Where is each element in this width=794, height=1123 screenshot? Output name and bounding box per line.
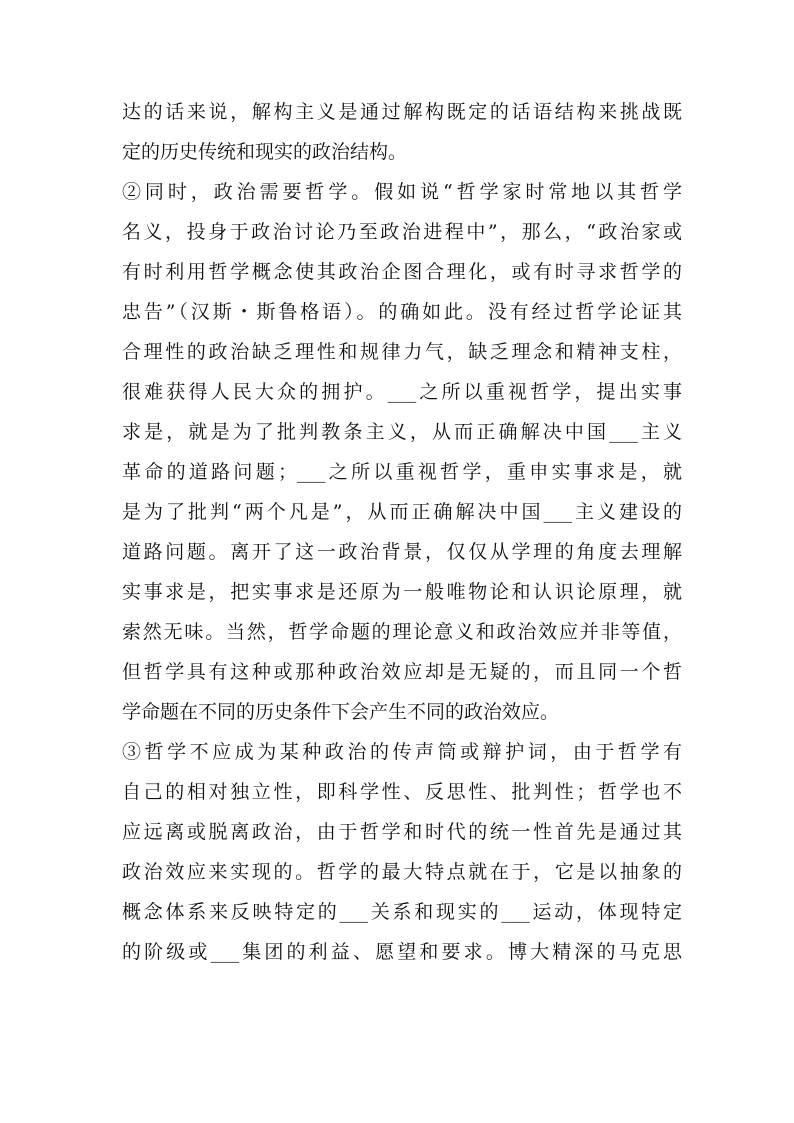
text-line: 革命的道路问题；___之所以重视哲学，重申实事求是，就 xyxy=(122,461,682,483)
paragraph-2-first-line: ②同时，政治需要哲学。假如说“哲学家时常地以其哲学 xyxy=(122,181,682,203)
text-line: 忠告”（汉斯・斯鲁格语）。的确如此。没有经过哲学论证其 xyxy=(122,301,682,323)
text-line: 道路问题。离开了这一政治背景，仅仅从学理的角度去理解 xyxy=(122,541,682,563)
text-line: 索然无味。当然，哲学命题的理论意义和政治效应并非等值， xyxy=(122,621,682,643)
text-line: 自己的相对独立性，即科学性、反思性、批判性；哲学也不 xyxy=(122,781,682,803)
text-line: 达的话来说，解构主义是通过解构既定的话语结构来挑战既 xyxy=(122,101,682,123)
body-text xyxy=(122,92,682,972)
text-line: 学命题在不同的历史条件下会产生不同的政治效应。 xyxy=(122,701,560,723)
text-line: 的阶级或___集团的利益、愿望和要求。博大精深的马克思 xyxy=(122,941,682,963)
paragraph-3-first-line: ③哲学不应成为某种政治的传声筒或辩护词，由于哲学有 xyxy=(122,741,682,763)
text-line: 有时利用哲学概念使其政治企图合理化，或有时寻求哲学的 xyxy=(122,261,682,283)
text-line: 实事求是，把实事求是还原为一般唯物论和认识论原理，就 xyxy=(122,581,682,603)
text-line: 但哲学具有这种或那种政治效应却是无疑的，而且同一个哲 xyxy=(122,661,682,683)
text-line: 名义，投身于政治讨论乃至政治进程中”，那么，“政治家或 xyxy=(122,221,682,243)
text-line: 是为了批判“两个凡是”，从而正确解决中国___主义建设的 xyxy=(122,501,682,523)
text-line: 求是，就是为了批判教条主义，从而正确解决中国___主义 xyxy=(122,421,682,443)
text-line: 应远离或脱离政治，由于哲学和时代的统一性首先是通过其 xyxy=(122,821,682,843)
text-line: 很难获得人民大众的拥护。___之所以重视哲学，提出实事 xyxy=(122,381,682,403)
text-line: 合理性的政治缺乏理性和规律力气，缺乏理念和精神支柱， xyxy=(122,341,682,363)
text-line: 概念体系来反映特定的___关系和现实的___运动，体现特定 xyxy=(122,901,682,923)
text-line: 政治效应来实现的。哲学的最大特点就在于，它是以抽象的 xyxy=(122,861,682,883)
text-line: 定的历史传统和现实的政治结构。 xyxy=(122,141,408,163)
